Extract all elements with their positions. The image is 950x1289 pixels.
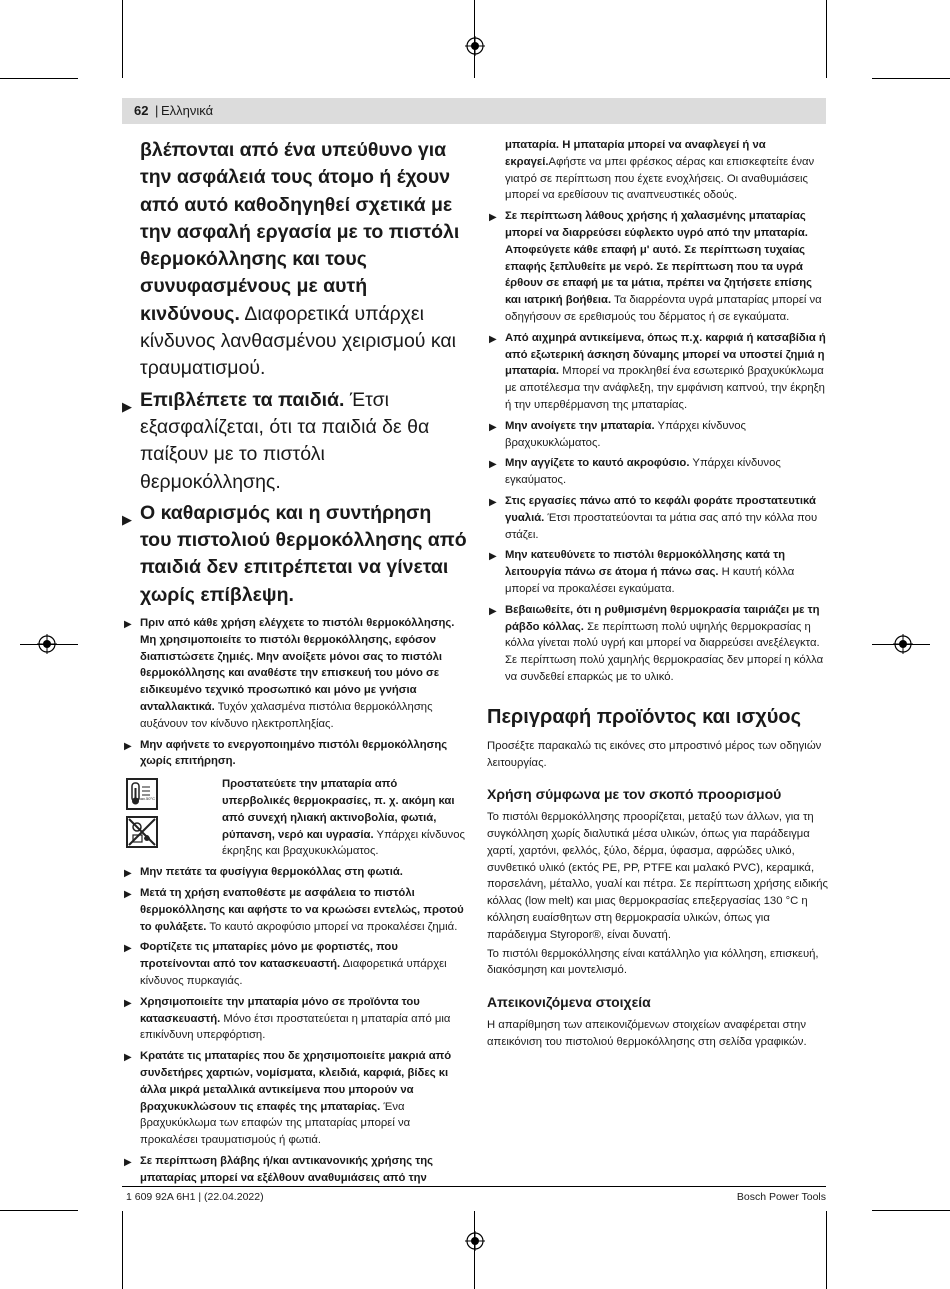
- bullet-arrow-icon: ▶: [124, 1052, 132, 1064]
- safety-item: [487, 493, 829, 543]
- safety-item-text: Το καυτό ακροφύσιο μπορεί να προκαλέσει ζημιά.: [206, 920, 458, 933]
- section-intro: Προσέξτε παρακαλώ τις εικόνες στο μπροστινό μέρος των οδηγιών λειτουργίας.: [487, 739, 822, 769]
- bullet-arrow-icon: ▶: [124, 740, 132, 752]
- crop-mark: [826, 1211, 827, 1289]
- bullet-arrow-icon: ▶: [124, 997, 132, 1009]
- section-title: Περιγραφή προϊόντος και ισχύος: [487, 705, 801, 728]
- big-warning-item-bold: Επιβλέπετε τα παιδιά.: [140, 388, 345, 411]
- safety-item-bold: Προστατεύετε την μπαταρία από υπερβολικές θερμοκρασίες, π. χ. ακόμη και από συνεχή ηλιακή ακτινοβολία, φωτιά, ρύπανση, νερό και υγρασία.: [222, 778, 455, 841]
- big-warning-intro: [122, 137, 467, 383]
- registration-mark-icon: [893, 634, 913, 654]
- safety-item: [122, 939, 467, 989]
- safety-item-bold: Μην κατευθύνετε το πιστόλι θερμοκόλλησης κατά τη λειτουργία πάνω σε άτομα ή πάνω σας.: [505, 549, 786, 579]
- big-warning-intro-bold: βλέπονται από ένα υπεύθυνο για την ασφάλειά τους άτομο ή έχουν από αυτό καθοδηγηθεί σχετικά με την ασφαλή εργασία με το πιστόλι θερμοκόλλησης και τους συνυφασμένους με αυτή κινδύνους.: [140, 139, 460, 325]
- crop-mark: [0, 78, 78, 79]
- right-column: [487, 137, 829, 1053]
- subsection-title: Απεικονιζόμενα στοιχεία: [487, 994, 651, 1011]
- big-warning-item-rest: Έτσι εξασφαλίζεται, ότι τα παιδιά δε θα παίξουν με το πιστόλι θερμοκόλλησης.: [140, 388, 430, 493]
- safety-item-continued: [487, 137, 829, 204]
- page-header: [122, 98, 826, 124]
- footer-rule: [122, 1186, 826, 1187]
- safety-item-bold: Στις εργασίες πάνω από το κεφάλι φοράτε προστατευτικά γυαλιά.: [505, 494, 816, 524]
- safety-item-text: Μπορεί να προκληθεί ένα εσωτερικό βραχυκύκλωμα με αποτέλεσμα την ανάφλεξη, την εμφάνιση καπνού, την έκρηξη ή την υπερθέρμανση της μπαταρίας.: [505, 365, 825, 411]
- safety-item-bold: Μην αγγίζετε το καυτό ακροφύσιο.: [505, 457, 690, 470]
- bullet-arrow-icon: ▶: [489, 212, 497, 224]
- safety-item: [122, 864, 467, 881]
- registration-mark-icon: [465, 36, 485, 56]
- paragraph: Το πιστόλι θερμοκόλλησης είναι κατάλληλο για κόλληση, επισκευή, διακόσμηση και μοντελισμό.: [487, 947, 819, 977]
- safety-item-text: Η καυτή κόλλα μπορεί να προκαλέσει εγκαύματα.: [505, 566, 795, 595]
- safety-item-bold: Μην αφήνετε το ενεργοποιημένο πιστόλι θερμοκόλλησης χωρίς επιτήρηση.: [140, 738, 448, 768]
- header-separator: |: [155, 103, 159, 118]
- bullet-arrow-icon: ▶: [489, 551, 497, 563]
- safety-item-bold: Βεβαιωθείτε, ότι η ρυθμισμένη θερμοκρασία ταιριάζει με τη ράβδο κόλλας.: [505, 603, 820, 633]
- left-column: [122, 137, 467, 1187]
- registration-mark-icon: [465, 1231, 485, 1251]
- bullet-arrow-icon: ▶: [124, 943, 132, 955]
- bullet-arrow-icon: ▶: [124, 868, 132, 880]
- safety-item-bold: Κρατάτε τις μπαταρίες που δε χρησιμοποιείτε μακριά από συνδετήρες χαρτιών, νομίσματα, κλειδιά, καρφιά, βίδες κι άλλα μικρά μεταλλικά αντικείμενα που μπορούν να βραχυκυκλώσουν τις επαφές της μπαταρίας.: [140, 1050, 452, 1113]
- crop-mark: [872, 1210, 950, 1211]
- safety-item: [487, 602, 829, 686]
- footer-brand: Bosch Power Tools: [736, 1191, 826, 1203]
- safety-item-text: Υπάρχει κίνδυνος βραχυκυκλώματος.: [505, 419, 746, 449]
- bullet-arrow-icon: ▶: [122, 398, 132, 414]
- safety-item-bold: Χρησιμοποιείτε την μπαταρία μόνο σε προϊόντα του κατασκευαστή.: [140, 995, 420, 1025]
- safety-item-bold: Από αιχμηρά αντικείμενα, όπως π.χ. καρφιά ή κατσαβίδια ή από εξωτερική άσκηση δύναμης μπορεί να υποστεί ζημιά η μπαταρία.: [505, 331, 826, 378]
- safety-item-bold: Φορτίζετε τις μπαταρίες μόνο με φορτιστές, που προτείνονται από τον κατασκευαστή.: [140, 941, 398, 971]
- safety-item-text: Σε περίπτωση πολύ υψηλής θερμοκρασίας η κόλλα γίνεται πολύ υγρή και μπορεί να διαρρεύσει ανεξέλεγκτα. Σε περίπτωση πολύ χαμηλής θερμοκρασίας δεν μπορεί η κόλλα να συνδεθεί επαρκώς με το υλικό.: [505, 620, 824, 683]
- big-warning-item: [122, 500, 467, 609]
- no-sun-water-icon: [126, 816, 158, 848]
- crop-mark: [122, 1211, 123, 1289]
- bullet-arrow-icon: ▶: [124, 1156, 132, 1168]
- big-warning-item-bold: Ο καθαρισμός και η συντήρηση του πιστολιού θερμοκόλλησης από παιδιά δεν επιτρέπεται να γίνεται χωρίς επίβλεψη.: [140, 501, 467, 606]
- safety-item: [487, 208, 829, 326]
- battery-temperature-text: [222, 776, 467, 860]
- bullet-arrow-icon: ▶: [489, 605, 497, 617]
- big-warning-item: [122, 387, 467, 496]
- safety-item-text: Αφήστε να μπει φρέσκος αέρας και επισκεφτείτε έναν γιατρό σε περίπτωση που έχετε ενοχλήσεις. Οι αναθυμιάσεις μπορεί να ερεθίσουν τις αναπνευστικές οδούς.: [505, 155, 815, 202]
- safety-item-bold: μπαταρία. Η μπαταρία μπορεί να αναφλεγεί ή να εκραγεί.: [505, 139, 766, 168]
- footer-doc-number: 1 609 92A 6H1 | (22.04.2022): [126, 1191, 264, 1203]
- safety-item: [122, 994, 467, 1044]
- safety-item-text: Τα διαρρέοντα υγρά μπαταρίας μπορεί να οδηγήσουν σε ερεθισμούς του δέρματος ή σε εγκαύματα.: [505, 294, 822, 323]
- header-language: Ελληνικά: [161, 103, 214, 118]
- warning-icons: [126, 778, 162, 854]
- max-temperature-label: max.50°C: [137, 796, 155, 802]
- safety-item: [122, 737, 467, 771]
- bullet-arrow-icon: ▶: [122, 511, 132, 527]
- page-number: 62: [134, 103, 149, 118]
- safety-item-bold: Πριν από κάθε χρήση ελέγχετε το πιστόλι θερμοκόλλησης. Μη χρησιμοποιείτε το πιστόλι θερμοκόλλησης, εφόσον διαπιστώσετε ζημιές. Μην ανοίξετε μόνοι σας το πιστόλι θερμοκόλλησης και αναθέστε την επισκευή του μόνο σε ειδικευμένο τεχνικό προσωπικό και μόνο με γνήσια ανταλλακτικά.: [140, 617, 455, 714]
- bullet-arrow-icon: ▶: [489, 333, 497, 345]
- crop-mark: [826, 0, 827, 78]
- safety-item-text: Υπάρχει κίνδυνος έκρηξης και βραχυκυκλώματος.: [222, 828, 465, 858]
- big-warning-intro-rest: Διαφορετικά υπάρχει κίνδυνος λανθασμένου χειρισμού και τραυματισμού.: [140, 302, 456, 380]
- bullet-arrow-icon: ▶: [489, 421, 497, 433]
- safety-item-text: Μόνο έτσι προστατεύεται η μπαταρία από μια επικίνδυνη υπερφόρτιση.: [140, 1012, 451, 1042]
- safety-item: [122, 615, 467, 733]
- bullet-arrow-icon: ▶: [489, 496, 497, 508]
- safety-item-bold: Μην πετάτε τα φυσίγγια θερμοκόλλας στη φωτιά.: [140, 866, 403, 879]
- crop-mark: [0, 1210, 78, 1211]
- safety-item: [487, 547, 829, 597]
- battery-temperature-warning: [122, 776, 467, 860]
- max-temperature-icon: [126, 778, 158, 810]
- crop-mark: [872, 78, 950, 79]
- safety-item-text: Διαφορετικά υπάρχει κίνδυνος πυρκαγιάς.: [140, 958, 447, 987]
- safety-item-bold: Σε περίπτωση βλάβης ή/και αντικανονικής χρήσης της μπαταρίας μπορεί να εξέλθουν αναθυμιάσεις από την: [140, 1154, 434, 1184]
- paragraph: Το πιστόλι θερμοκόλλησης προορίζεται, μεταξύ των άλλων, για τη συγκόλληση χωρίς διαλυτικά μέσα υλικών, όπως για παράδειγμα χαρτί, χαρτόνι, φελλός, ξύλο, δέρμα, ύφασμα, αφρώδες υλικό, συνθετικό υλικό (εκτός PE, PP, PTFE και μαλακό PVC), κεραμικά, πορσελάνη, μέταλλο, γυαλί και πέτρα. Σε περίπτωση χρήσης ειδικής κόλλας (low melt) και μιας θερμοκρασίας επεξεργασίας 130 °C η κόλληση ευαίσθητων στη θερμοκρασία υλικών, όπως για παράδειγμα Styropor®, είναι δυνατή.: [487, 811, 828, 941]
- bullet-arrow-icon: ▶: [124, 619, 132, 631]
- safety-item-text: Τυχόν χαλασμένα πιστόλια θερμοκόλλησης αυξάνουν τον κίνδυνο ηλεκτροπληξίας.: [140, 701, 433, 730]
- safety-item-bold: Μην ανοίγετε την μπαταρία.: [505, 419, 655, 432]
- crop-mark: [122, 0, 123, 78]
- safety-item-bold: Μετά τη χρήση εναποθέστε με ασφάλεια το πιστόλι θερμοκόλλησης και αφήστε το να κρωώσει εντελώς, προτού το φυλάξετε.: [140, 887, 464, 933]
- safety-item-bold: Σε περίπτωση λάθους χρήσης ή χαλασμένης μπαταρίας μπορεί να διαρρεύσει εύφλεκτο υγρό από την μπαταρία. Αποφεύγετε κάθε επαφή μ' αυτό. Σε περίπτωση τυχαίας επαφής ξεπλυθείτε με νερό. Σε περίπτωση που τα υγρά έρθουν σε επαφή με τα μάτια, πρέπει να ζητήσετε επίσης και ιατρική βοήθεια.: [505, 210, 813, 307]
- safety-item: [122, 1048, 467, 1149]
- bullet-arrow-icon: ▶: [124, 889, 132, 901]
- safety-item: [487, 330, 829, 414]
- safety-item-text: Έτσι προστατεύονται τα μάτια σας από την κόλλα που στάζει.: [505, 511, 818, 541]
- safety-item: [122, 885, 467, 935]
- bullet-arrow-icon: ▶: [489, 459, 497, 471]
- subsection-title: Χρήση σύμφωνα με τον σκοπό προορισμού: [487, 786, 782, 803]
- safety-item: [487, 455, 829, 489]
- registration-mark-icon: [37, 634, 57, 654]
- paragraph: Η απαρίθμηση των απεικονιζόμενων στοιχείων αναφέρεται στην απεικόνιση του πιστολιού θερμοκόλλησης στη σελίδα γραφικών.: [487, 1019, 807, 1049]
- safety-item: [487, 418, 829, 452]
- safety-item: [122, 1153, 467, 1187]
- safety-item-text: Υπάρχει κίνδυνος εγκαύματος.: [505, 457, 781, 487]
- safety-item-text: Ένα βραχυκύκλωμα των επαφών της μπαταρίας μπορεί να προκαλέσει τραυματισμούς ή φωτιά.: [140, 1100, 411, 1147]
